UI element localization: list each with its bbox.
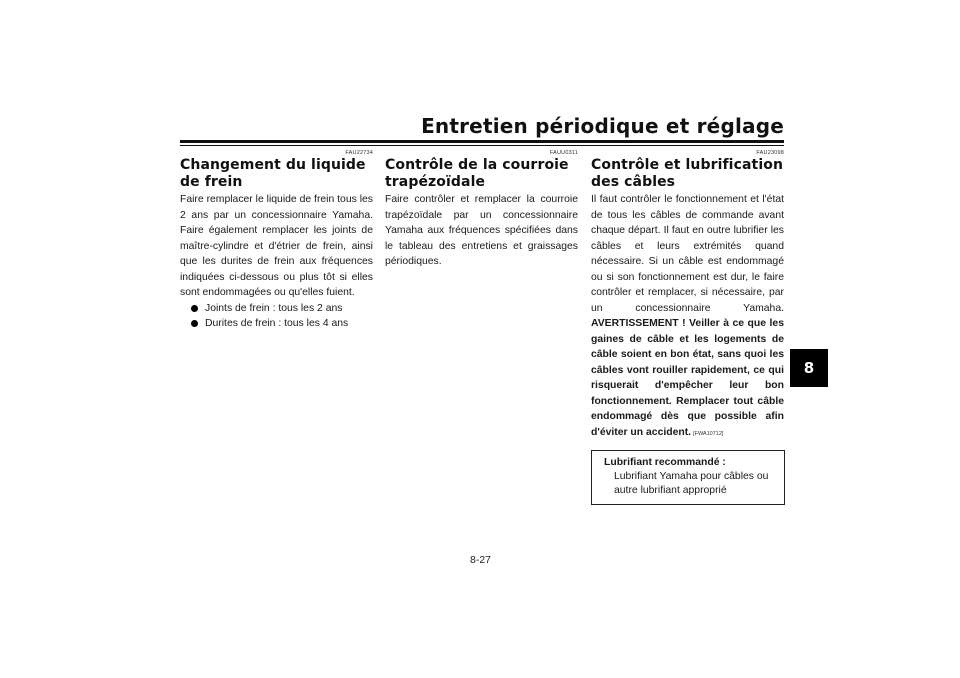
section-paragraph: Faire contrôler et remplacer la courroie trapézoïdale par un concessionnaire Yamaha aux fréquences spécifiées dans le tableau des entretiens et graissages périodiques. xyxy=(385,194,578,267)
header-rule-thick xyxy=(180,140,784,143)
bullet-icon xyxy=(191,320,198,327)
list-item xyxy=(191,301,373,317)
page-number: 8-27 xyxy=(470,554,492,566)
lubricant-box xyxy=(591,450,785,505)
section-code: FAUU0311 xyxy=(549,150,578,156)
paragraph-text: Il faut contrôler le fonctionnement et l'état de tous les câbles de commande avant chaque départ. Il faut en outre lubrifier les câbles et leurs extrémités quand nécessaire. Si un câble est endommagé ou si son fonctionnement est dur, le faire contrôler et remplacer, si nécessaire, par un concessionnaire Yamaha. xyxy=(591,194,784,314)
chapter-tab: 8 xyxy=(790,349,828,387)
section-brake-fluid xyxy=(180,150,373,332)
section-code: FAU22734 xyxy=(345,150,373,156)
section-paragraph xyxy=(591,192,784,442)
list-item-text: Joints de frein : tous les 2 ans xyxy=(205,302,343,314)
section-title: Changement du liquide de frein xyxy=(180,157,366,190)
header-rule-thin xyxy=(180,145,784,146)
section-paragraph: Faire remplacer le liquide de frein tous les 2 ans par un concessionnaire Yamaha. Faire également remplacer les joints de maître-cylindre et d'étrier de frein, ainsi que les durites de frein aux fréquences indiquées ci-dessous ou plus tôt si elles sont endommagées ou qu'elles fuient. xyxy=(180,194,373,298)
warning-text: AVERTISSEMENT ! Veiller à ce que les gaines de câble et les logements de câble soient en bon état, sans quoi les câbles vont rouiller rapidement, ce qui risquerait d'empêcher leur bon fonctionnement. Remplacer tout câble endommagé dès que possible afin d'éviter un accident. xyxy=(591,318,784,438)
section-title: Contrôle et lubrification des câbles xyxy=(591,157,784,190)
list-item xyxy=(191,316,373,332)
lubricant-label: Lubrifiant recommandé : xyxy=(604,457,726,468)
list-item-text: Durites de frein : tous les 4 ans xyxy=(205,318,349,329)
section-title: Contrôle de la courroie trapézoïdale xyxy=(385,157,569,190)
section-code: FAU23098 xyxy=(756,150,784,156)
lubricant-value: Lubrifiant Yamaha pour câbles ou autre lubrifiant approprié xyxy=(614,471,769,496)
section-v-belt xyxy=(385,150,578,270)
warning-code: [FWA10712] xyxy=(693,430,724,437)
section-cables xyxy=(591,150,784,505)
page-header-title: Entretien périodique et réglage xyxy=(421,114,784,138)
bullet-list xyxy=(180,301,373,332)
bullet-icon xyxy=(191,305,198,312)
